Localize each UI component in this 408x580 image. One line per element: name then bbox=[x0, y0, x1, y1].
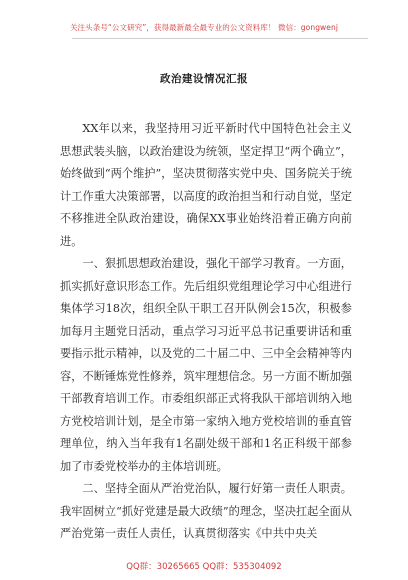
document-title: 政治建设情况汇报 bbox=[160, 73, 248, 85]
footer-contact: QQ群：30265665 QQ群：535304092 bbox=[126, 562, 282, 572]
header-banner: 关注头条号“公文研究”，获得最新最全最专业的公文资料库！ 微信：gongwenj bbox=[69, 23, 339, 32]
header-divider bbox=[72, 38, 368, 39]
document-body bbox=[60, 118, 352, 546]
paragraph-section-1: 一、狠抓思想政治建设，强化干部学习教育。一方面，抓实抓好意识形态工作。先后组织党组理论学习中心组进行集体学习18次，组织全队干职工召开队例会15次，积极参加每月主题党日活动，重点学习习近平总书记重要讲话和重要指示批示精神，以及党的二十届二中、三中全会精神等内容，不断锤炼党性修养，筑牢理想信念。另一方面不断加强干部教育培训工作。市委组织部正式将我队干部培训纳入地方党校培训计划，是全市第一家纳入地方党校培训的垂直管理单位，纳入当年我有1名副处级干部和1名正科级干部参加了市委党校举办的主体培训班。 bbox=[60, 257, 352, 473]
paragraph-intro: XX年以来，我坚持用习近平新时代中国特色社会主义思想武装头脑，以政治建设为统领，坚定捍卫“两个确立”，始终做到“两个维护”，坚决贯彻落实党中央、国务院关于统计工作重大决策部署，以高度的政治担当和行动自觉，坚定不移推进全队政治建设，确保XX事业始终沿着正确方向前进。 bbox=[60, 122, 352, 248]
paragraph-section-2: 二、坚持全面从严治党治队，履行好第一责任人职责。我牢固树立“抓好党建是最大政绩”的理念，坚决扛起全面从严治党第一责任人责任，认真贯彻落实《中共中央关 bbox=[60, 482, 352, 540]
